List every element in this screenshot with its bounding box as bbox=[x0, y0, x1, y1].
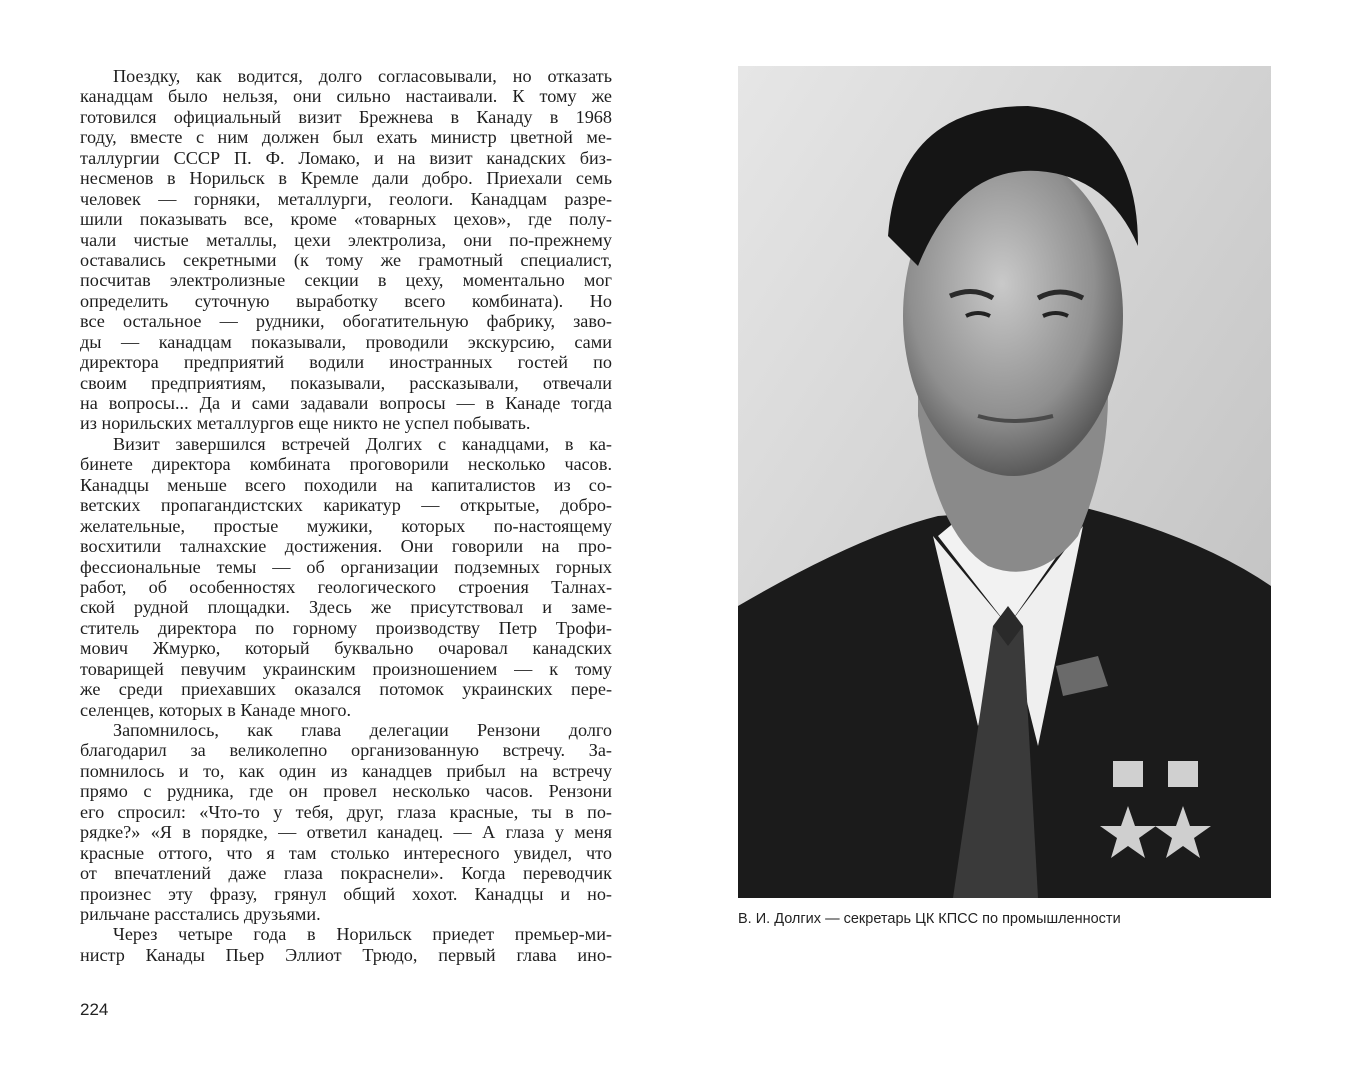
text-line: из норильских металлургов еще никто не успел побывать. bbox=[80, 413, 531, 434]
text-line: Визит завершился встречей Долгих с канадцами, в ка- bbox=[113, 433, 612, 454]
text-line: оставались секретными (к тому же грамотный специалист, bbox=[80, 249, 612, 270]
text-line: товарищей певучим украинским произношением — к тому bbox=[80, 658, 612, 679]
text-line: красные оттого, что я там столько интересного увидел, что bbox=[80, 842, 612, 863]
text-line: работ, об особенностях геологического строения Талнах- bbox=[80, 576, 612, 597]
page-number: 224 bbox=[80, 1000, 109, 1019]
text-line: ды — канадцам показывали, проводили экскурсию, сами bbox=[80, 331, 612, 352]
text-line: фессиональные темы — об организации подземных горных bbox=[80, 556, 612, 577]
text-line: канадцам было нельзя, они сильно настаивали. К тому же bbox=[80, 86, 612, 107]
text-line: мович Жмурко, который буквально очаровал канадских bbox=[80, 638, 612, 659]
text-line: чали чистые металлы, цехи электролиза, они по-прежнему bbox=[80, 229, 612, 250]
text-line: желательные, простые мужики, которых по-настоящему bbox=[80, 515, 612, 536]
text-line: директора предприятий водили иностранных гостей по bbox=[80, 352, 612, 373]
portrait-image bbox=[738, 66, 1271, 898]
text-line: Поездку, как водится, долго согласовывали, но отказать bbox=[113, 66, 612, 86]
text-line: ветских пропагандистских карикатур — открытые, добро- bbox=[80, 495, 612, 516]
text-line: на вопросы... Да и сами задавали вопросы — в Канаде тогда bbox=[80, 393, 612, 413]
text-line: посчитав электролизные секции в цеху, моментально мог bbox=[80, 270, 612, 291]
text-line: шили показывать все, кроме «товарных цехов», где полу- bbox=[80, 209, 612, 230]
text-line: прямо с рудника, где он провел несколько часов. Рензони bbox=[80, 781, 612, 802]
text-line: человек — горняки, металлурги, геологи. Канадцам разре- bbox=[80, 188, 612, 209]
text-line: году, вместе с ним должен был ехать министр цветной ме- bbox=[80, 127, 612, 148]
body-text bbox=[80, 66, 612, 965]
text-line: ститель директора по горному производству Петр Трофи- bbox=[80, 617, 612, 638]
text-line: восхитили талнахские достижения. Они говорили на про- bbox=[80, 536, 612, 557]
text-line: готовился официальный визит Брежнева в Канаду в 1968 bbox=[80, 106, 612, 127]
text-line: определить суточную выработку всего комбината). Но bbox=[80, 290, 612, 311]
portrait-photo bbox=[738, 66, 1271, 898]
text-line: нистр Канады Пьер Эллиот Трюдо, первый глава ино- bbox=[80, 944, 612, 965]
photo-caption: В. И. Долгих — секретарь ЦК КПСС по промышленности bbox=[738, 911, 1121, 927]
text-line: от впечатлений даже глаза покраснели». Когда переводчик bbox=[80, 863, 612, 884]
text-line: Запомнилось, как глава делегации Рензони долго bbox=[113, 720, 612, 740]
text-line: своим предприятиям, показывали, рассказывали, отвечали bbox=[80, 372, 612, 393]
text-line: ской рудной площадки. Здесь же присутствовал и заме- bbox=[80, 597, 612, 618]
text-line: Через четыре года в Норильск приедет премьер-ми- bbox=[113, 924, 612, 945]
text-line: же среди приехавших оказался потомок украинских пере- bbox=[80, 679, 612, 700]
text-line: произнес эту фразу, грянул общий хохот. Канадцы и но- bbox=[80, 883, 612, 904]
text-line: его спросил: «Что-то у тебя, друг, глаза красные, ты в по- bbox=[80, 801, 612, 822]
text-line: благодарил за великолепно организованную встречу. За- bbox=[80, 740, 612, 761]
text-line: несменов в Норильск в Кремле дали добро. Приехали семь bbox=[80, 168, 612, 189]
text-line: рильчане расстались друзьями. bbox=[80, 903, 321, 924]
text-line: все остальное — рудники, обогатительную фабрику, заво- bbox=[80, 311, 612, 332]
text-line: рядке?» «Я в порядке, — ответил канадец. — А глаза у меня bbox=[80, 822, 612, 843]
text-line: помнилось и то, как один из канадцев прибыл на встречу bbox=[80, 760, 612, 781]
text-line: селенцев, которых в Канаде много. bbox=[80, 699, 352, 720]
text-line: таллургии СССР П. Ф. Ломако, и на визит канадских биз- bbox=[80, 147, 612, 168]
text-line: бинете директора комбината проговорили несколько часов. bbox=[80, 454, 612, 475]
text-line: Канадцы меньше всего походили на капиталистов из со- bbox=[80, 474, 612, 495]
